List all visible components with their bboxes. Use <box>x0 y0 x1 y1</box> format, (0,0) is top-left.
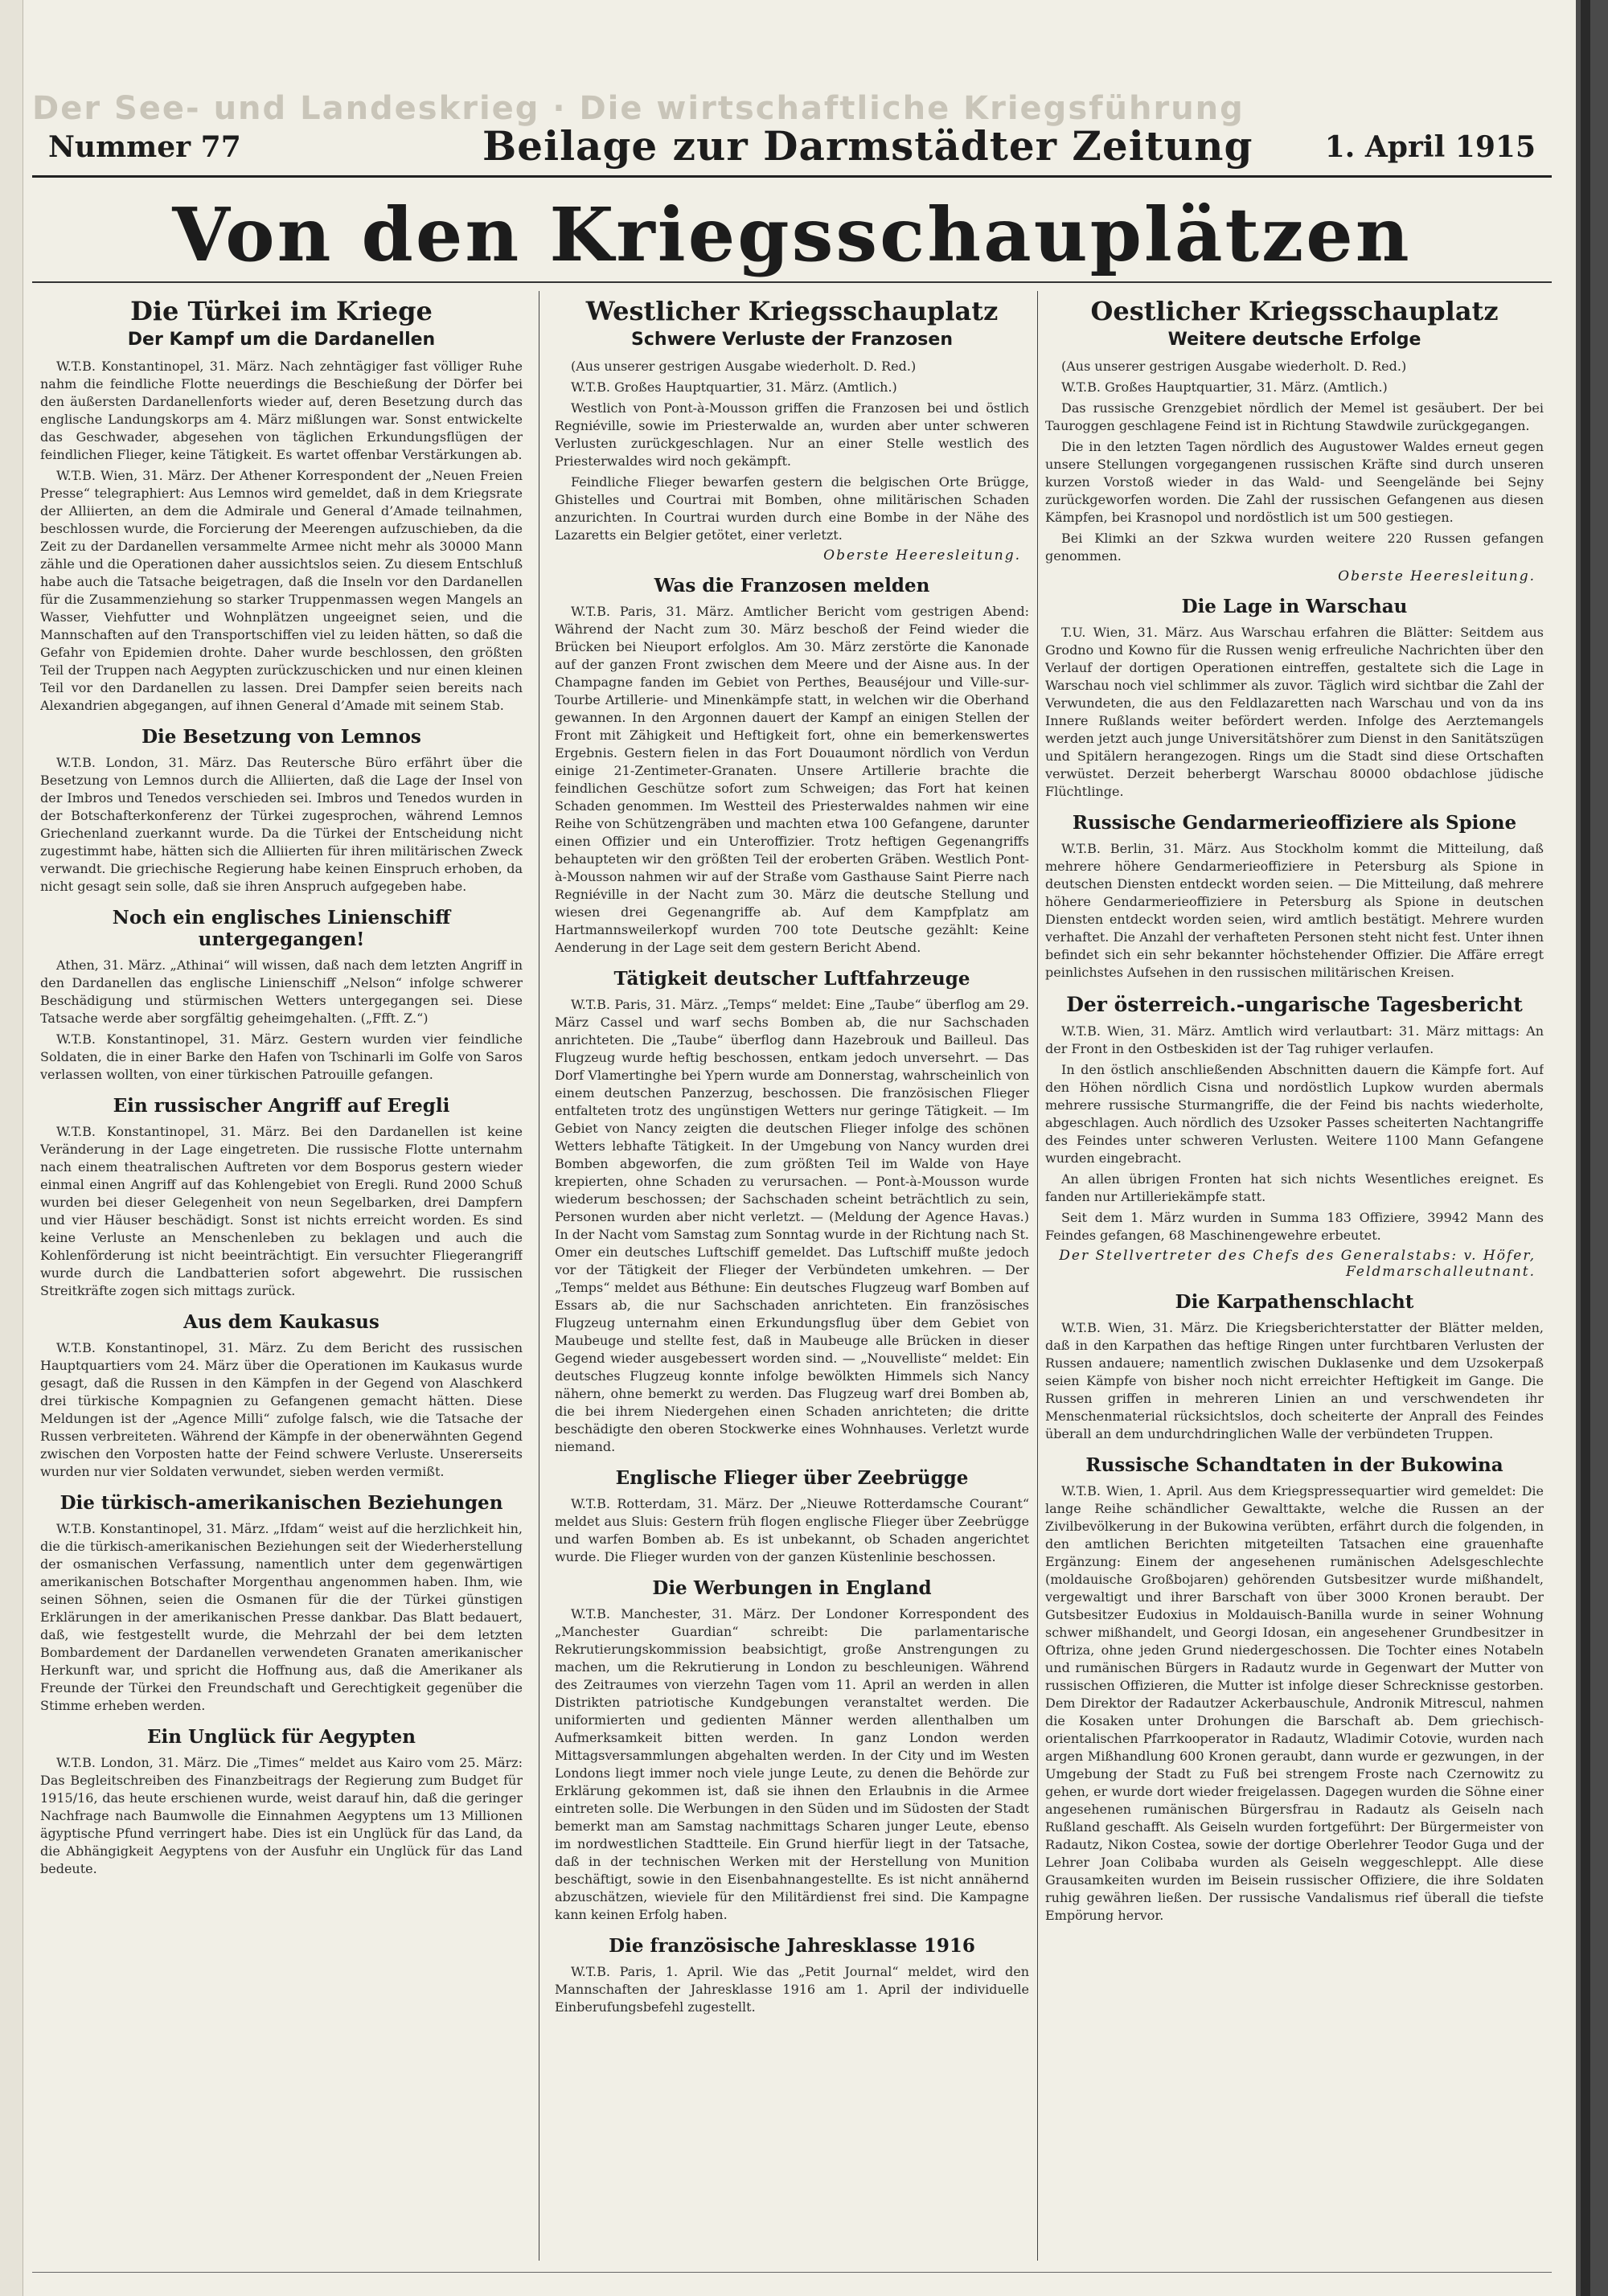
section-heading: Was die Franzosen melden <box>654 575 930 597</box>
section-heading: Ein russischer Angriff auf Eregli <box>113 1095 450 1117</box>
article-paragraph: Athen, 31. März. „Athinai“ will wissen, daß nach dem letzten Angriff in den Dardanellen das englische Linienschiff „Nelson“ infolge schwerer Beschädigung und stürmischen Wetters untergegangen sei. Diese Tatsache werde aber sorgfältig geheimgehalten. („Ffft. Z.“) <box>40 957 523 1026</box>
column-heading: Die Türkei im Kriege <box>130 296 433 326</box>
article-paragraph: W.T.B. Paris, 1. April. Wie das „Petit Journal“ meldet, wird den Mannschaften der Jahresklasse 1916 am 1. April der individuelle Einberufungsbefehl zugestellt. <box>555 1964 1029 2015</box>
intro-paragraph: (Aus unserer gestrigen Ausgabe wiederholt. D. Red.) <box>571 359 917 374</box>
intro-paragraph: W.T.B. Konstantinopel, 31. März. Nach zehntägiger fast völliger Ruhe nahm die feindliche Flotte neuerdings die Beschießung der Dörfer bei den äußersten Dardanellenforts wieder auf, deren Besetzung durch das englische Landungskorps am 4. März mißlungen war. Sonst entwickelte das Geschwader, abgesehen von täglichen Erkundungsflügen der feindlichen Flieger, keine Tätigkeit. Es wartet offenbar Verstärkungen ab. <box>40 359 523 462</box>
section-heading: Aus dem Kaukasus <box>183 1311 379 1333</box>
section-heading: Die Lage in Warschau <box>1181 596 1408 617</box>
section-heading: Englische Flieger über Zeebrügge <box>615 1467 969 1489</box>
article-paragraph: W.T.B. Konstantinopel, 31. März. Bei den Dardanellen ist keine Veränderung in der Lage eingetreten. Die russische Flotte unternahm nach einem theatralischen Auftreten vor dem Bosporus gestern wieder einmal einen Angriff auf das Kohlengebiet von Eregli. Rund 2000 Schuß wurden bei dieser Gelegenheit von neun Segelbarken, drei Dampfern und vier Häuser beschädigt. Sonst ist nichts erreicht worden. Es sind keine Verluste an Menschenleben zu beklagen und auch die Kohlenförderung ist nicht beeinträchtigt. Ein versuchter Fliegerangriff wurde durch die Landbatterien sofort abgewehrt. Die russischen Streitkräfte zogen sich mittags zurück. <box>40 1124 523 1298</box>
section-heading: Die Karpathenschlacht <box>1175 1291 1414 1313</box>
column-turkey <box>40 291 523 2269</box>
section-heading: Ein Unglück für Aegypten <box>147 1726 416 1748</box>
issue-number: Nummer 77 <box>48 130 241 164</box>
intro-paragraph: (Aus unserer gestrigen Ausgabe wiederholt. D. Red.) <box>1061 359 1407 374</box>
signature: Oberste Heeresleitung. <box>1338 568 1536 584</box>
section-heading: Tätigkeit deutscher Luftfahrzeuge <box>613 968 970 990</box>
section-heading: Noch ein englisches Linienschiff untergegangen! <box>112 907 451 950</box>
article-paragraph: Seit dem 1. März wurden in Summa 183 Offiziere, 39942 Mann des Feindes gefangen, 68 Maschinengewehre erbeutet. <box>1045 1210 1544 1243</box>
footer-rule <box>32 2272 1552 2273</box>
section-heading: Die Besetzung von Lemnos <box>142 726 421 748</box>
intro-paragraph: Die in den letzten Tagen nördlich des Augustower Waldes erneut gegen unsere Stellungen vorgegangenen russischen Kräfte sind durch unseren kurzen Vorstoß wieder in das Wald- und Seengelände bei Sejny zurückgeworfen worden. Die Zahl der russischen Gefangenen aus diesen Kämpfen, bei Krasnopol und nordöstlich ist um 500 gestiegen. <box>1045 439 1544 525</box>
column-sections <box>555 575 1029 2016</box>
article-paragraph: W.T.B. Wien, 31. März. Amtlich wird verlautbart: 31. März mittags: An der Front in den Ostbeskiden ist der Tag ruhiger verlaufen. <box>1045 1023 1544 1056</box>
section-heading: Die französische Jahresklasse 1916 <box>609 1935 975 1957</box>
column-divider <box>1037 291 1038 2261</box>
article-paragraph: W.T.B. Manchester, 31. März. Der Londoner Korrespondent des „Manchester Guardian“ schreibt: Die parlamentarische Rekrutierungskommission beabsichtigt, große Anstrengungen zu machen, um die Rekrutierung in London zu beschleunigen. Während des Zeitraumes von vierzehn Tagen vom 11. April an werden in allen Distrikten patriotische Kundgebungen veranstaltet werden. Die uniformierten und gedienten Männer werden allenthalben um Aufmerksamkeit bitten werden. In ganz London werden Mittagsversammlungen abgehalten werden. In der City und im Westen Londons liegt immer noch viele junge Leute, zu denen die Behörde zur Erklärung gekommen ist, daß sie ihnen den Erlaubnis in die Armee eintreten solle. Die Werbungen in den Süden und im Südosten der Stadt bemerkt man am Samstag nachmittags Scharen junger Leute, ebenso im nordwestlichen Stadtteile. Ein Grund hierfür liegt in der Tatsache, daß in der technischen Werken mit der Herstellung von Munition beschäftigt, sowie in den Eisenbahnangestellte. Es ist nicht annähernd abzuschätzen, wieviele für den Militärdienst frei sind. Die Kampagne kann keinen Erfolg haben. <box>555 1606 1029 1922</box>
section-heading: Russische Schandtaten in der Bukowina <box>1085 1454 1503 1476</box>
signature: Der Stellvertreter des Chefs des Generalstabs: v. Höfer, Feldmarschalleutnant. <box>1059 1248 1536 1280</box>
intro-paragraph: Bei Klimki an der Szkwa wurden weitere 220 Russen gefangen genommen. <box>1045 531 1544 564</box>
intro-paragraph: Feindliche Flieger bewarfen gestern die belgischen Orte Brügge, Ghistelles und Courtrai mit Bomben, ohne militärischen Schaden anzurichten. In Courtrai wurden durch eine Bombe in der Nähe des Lazaretts ein Belgier getötet, einer verletzt. <box>555 474 1029 543</box>
issue-date: 1. April 1915 <box>1324 130 1536 164</box>
section-heading: Die Werbungen in England <box>652 1577 932 1599</box>
column-heading: Oestlicher Kriegsschauplatz <box>1090 296 1499 326</box>
column-eastern-front <box>1045 291 1544 2269</box>
column-intro <box>1045 358 1544 565</box>
section-heading: Der österreich.-ungarische Tagesbericht <box>1066 993 1523 1016</box>
article-paragraph: In den östlich anschließenden Abschnitten dauern die Kämpfe fort. Auf den Höhen nördlich Cisna und nordöstlich Lupkow wurden abermals mehrere russische Sturmangriffe, die der Feind bis nachts wiederholte, abgeschlagen. Auch nördlich des Uzsoker Passes scheiterten Nachtangriffe des Feindes unter schweren Verlusten. Weitere 1100 Mann Gefangene wurden eingebracht. <box>1045 1062 1544 1166</box>
column-subheading: Schwere Verluste der Franzosen <box>631 330 953 350</box>
article-paragraph: W.T.B. London, 31. März. Die „Times“ meldet aus Kairo vom 25. März: Das Begleitschreiben des Finanzbeitrags der Regierung zum Budget für 1915/16, das heute erschienen wurde, weist darauf hin, daß die geringer Nachfrage nach Baumwolle die Einnahmen Aegyptens um 13 Millionen ägyptische Pfund verringert habe. Dies ist ein Unglück für das Land, da die Abhängigkeit Aegyptens von der Ausfuhr ein Unglück für das Land bedeute. <box>40 1755 523 1876</box>
intro-paragraph: Westlich von Pont-à-Mousson griffen die Franzosen bei und östlich Regniéville, sowie im Priesterwalde an, wurden aber unter schweren Verlusten zurückgeschlagen. Nur an einer Stelle westlich des Priesterwaldes wird noch gekämpft. <box>555 400 1029 469</box>
section-heading: Die türkisch-amerikanischen Beziehungen <box>59 1492 503 1514</box>
article-paragraph: W.T.B. Konstantinopel, 31. März. „Ifdam“ weist auf die herzlichkeit hin, die die türkisch-amerikanischen Beziehungen seit der Wiederherstellung der osmanischen Verfassung, namentlich unter dem gegenwärtigen amerikanischen Botschafter Morgenthau angenommen haben. Ihm, wie seinen Söhnen, seien die Osmanen für die der Türkei günstigen Erklärungen in der amerikanischen Presse dankbar. Das Blatt bedauert, daß, wie festgestellt wurde, die Mehrzahl der bei dem letzten Bombardement der Dardanellen verwendeten Granaten amerikanischer Herkunft war, und spricht die Hoffnung aus, daß die Amerikaner als Freunde der Türkei den Freundschaft und Gerechtigkeit gegenüber die Stimme erheben werden. <box>40 1521 523 1713</box>
section-heading: Russische Gendarmerieoffiziere als Spione <box>1072 812 1517 834</box>
column-heading: Westlicher Kriegsschauplatz <box>585 296 999 326</box>
article-paragraph: W.T.B. Konstantinopel, 31. März. Zu dem Bericht des russischen Hauptquartiers vom 24. März über die Operationen im Kaukasus wurde gesagt, daß die Russen in den Kämpfen in der Gegend von Alaschkerd drei türkische Kompagnien zu Gefangenen gemacht hätten. Diese Meldungen ist der „Agence Milli“ zufolge falsch, wie die Tatsache der Russen verbreiteten. Während der Kämpfe in der obenerwähnten Gegend zwischen den Vorposten hatte der Feind schwere Verluste. Unsererseits wurden nur vier Soldaten verwundet, sieben werden vermißt. <box>40 1340 523 1479</box>
article-paragraph: W.T.B. Konstantinopel, 31. März. Gestern wurden vier feindliche Soldaten, die in einer Barke den Hafen von Tschinarli im Golfe von Saros verlassen wollten, von einer türkischen Patrouille gefangen. <box>40 1031 523 1082</box>
adjacent-page-bleed <box>0 0 23 2296</box>
article-paragraph: An allen übrigen Fronten hat sich nichts Wesentliches ereignet. Es fanden nur Artilleriekämpfe statt. <box>1045 1171 1544 1204</box>
column-western-front <box>555 291 1029 2269</box>
masthead-rule <box>32 175 1552 178</box>
intro-paragraph: W.T.B. Großes Hauptquartier, 31. März. (Amtlich.) <box>1061 379 1388 395</box>
intro-paragraph: W.T.B. Großes Hauptquartier, 31. März. (Amtlich.) <box>571 379 897 395</box>
show-through-header: Der See- und Landeskrieg · Die wirtschaftliche Kriegsführung <box>32 90 1245 127</box>
signature: Oberste Heeresleitung. <box>823 547 1021 564</box>
binding-edge <box>1576 0 1608 2296</box>
page-title: Von den Kriegsschauplätzen <box>172 191 1412 278</box>
column-subheading: Weitere deutsche Erfolge <box>1167 330 1421 350</box>
column-sections <box>1045 596 1544 1925</box>
supplement-title: Beilage zur Darmstädter Zeitung <box>482 122 1253 170</box>
masthead <box>32 121 1552 169</box>
column-intro <box>40 358 523 715</box>
article-paragraph: W.T.B. Paris, 31. März. „Temps“ meldet: Eine „Taube“ überflog am 29. März Cassel und warf sechs Bomben ab, die nur Sachschaden anrichteten. Die „Taube“ überflog dann Hazebrouk und Bailleul. Das Flugzeug wurde heftig beschossen, entkam jedoch unversehrt. — Das Dorf Vlamertinghe bei Ypern wurde am Donnerstag, wahrscheinlich von einem deutschen Panzerzug, beschossen. Die französischen Flieger entfalteten trotz des ungünstigen Wetters nur geringe Tätigkeit. — Im Gebiet von Nancy zeigten die deutschen Flieger infolge des schönen Wetters lebhafte Tätigkeit. In der Umgebung von Nancy wurden drei Bomben abgeworfen, die zum größten Teil im Walde von Haye krepierten, ohne Schaden zu verursachen. — Pont-à-Mousson wurde wiederum beschossen; der Sachschaden scheint beträchtlich zu sein, Personen wurden aber nicht verletzt. — (Meldung der Agence Havas.) In der Nacht vom Samstag zum Sonntag wurde in der Richtung nach St. Omer ein deutsches Luftschiff gemeldet. Das Luftschiff mußte jedoch vor der Tätigkeit der Flieger der Verbündeten umkehren. — Der „Temps“ meldet aus Béthune: Ein deutsches Flugzeug warf Bomben auf Essars ab, die nur Sachschaden anrichteten. Ein französisches Flugzeug unternahm einen Erkundungsflug über dem Gebiet von Maubeuge und stellte fest, daß in Maubeuge alle Brücken in dieser Gegend wieder ausgebessert worden sind. — „Nouvelliste“ meldet: Ein deutsches Flugzeug konnte infolge bewölkten Himmels sich Nancy nähern, ohne bemerkt zu werden. Das Flugzeug warf drei Bomben ab, die bei ihrem Niedergehen einen Schaden anrichteten; die dritte beschädigte den oberen Stockwerke eines Wohnhauses. Verletzt wurde niemand. <box>555 997 1029 1454</box>
title-rule <box>32 281 1552 283</box>
binding-strip <box>1581 0 1590 2296</box>
intro-paragraph: Das russische Grenzgebiet nördlich der Memel ist gesäubert. Der bei Tauroggen geschlagene Feind ist in Richtung Stawdwile zurückgegangen. <box>1045 400 1544 433</box>
column-subheading: Der Kampf um die Dardanellen <box>127 330 436 350</box>
article-paragraph: W.T.B. London, 31. März. Das Reutersche Büro erfährt über die Besetzung von Lemnos durch die Alliierten, daß die Lage der Insel von der Imbros und Tenedos verschieden sei. Imbros und Tenedos wurden in der Botschafterkonferenz der Türkei zugesprochen, während Lemnos Griechenland zuerkannt wurde. Da die Türkei der Entscheidung nicht zugestimmt habe, hätten sich die Alliierten für ihren militärischen Zweck verwandt. Die griechische Regierung habe keinen Einspruch erhoben, da nicht gesagt sein solle, daß sie ihren Anspruch aufgegeben habe. <box>40 755 523 894</box>
article-paragraph: W.T.B. Wien, 1. April. Aus dem Kriegspressequartier wird gemeldet: Die lange Reihe schändlicher Gewalttakte, welche die Russen an der Zivilbevölkerung in der Bukowina verübten, erfährt durch die folgenden, in den amtlichen Berichten mitgeteilten Tatsachen eine grauenhafte Ergänzung: Einem der angesehenen rumänischen Adelsgeschlechte (moldauische Großbojaren) gehörenden Gutsbesitzer wurde mißhandelt, vergewaltigt und ihrer Barschaft von über 3000 Kronen beraubt. Der Gutsbesitzer Eudoxius in Moldauisch-Banilla wurde in seiner Wohnung schwer mißhandelt, und Georgi Idosan, ein angesehener Grundbesitzer in Oftriza, ohne jeden Grund niedergeschossen. Die Tochter eines Notabeln und rumänischen Bürgers in Radautz wurde in Gegenwart der Mutter von russischen Offizieren, die Mutter ist infolge dieser Schrecknisse gestorben. Dem Direktor der Radautzer Ackerbauschule, Andronik Mitrescul, nahmen die Kosaken unter Drohungen die Barschaft ab. Dem griechisch-orientalischen Pfarrkooperator in Radautz, Wladimir Cotovie, wurden nach argen Mißhandlung 600 Kronen geraubt, dann wurde er gezwungen, in der Umgebung der Stadt zu Fuß bei strengem Froste nach Czernowitz zu gehen, er wurde dort wieder freigelassen. Dagegen wurden die Söhne einer angesehenen rumänischen Bürgersfrau in Radautz als Geiseln nach Rußland geschafft. Als Geiseln wurden fortgeführt: Der Bürgermeister von Radautz, Nikon Costea, sowie der dortige Oberlehrer Teodor Guga und der Lehrer Joan Colibaba wurden als Geiseln weggeschleppt. Alle diese Grausamkeiten wurden im Beisein russischer Offiziere, die ihre Soldaten ruhig gewähren ließen. Der russische Vandalismus rief überall die tiefste Empörung hervor. <box>1045 1483 1544 1923</box>
column-intro <box>555 358 1029 544</box>
column-sections <box>40 726 523 1878</box>
article-paragraph: W.T.B. Rotterdam, 31. März. Der „Nieuwe Rotterdamsche Courant“ meldet aus Sluis: Gestern früh flogen englische Flieger über Zeebrügge und warfen Bomben ab. Es ist unbekannt, ob Schaden angerichtet wurde. Die Flieger wurden von der ganzen Küstenlinie beschossen. <box>555 1496 1029 1564</box>
intro-paragraph: W.T.B. Wien, 31. März. Der Athener Korrespondent der „Neuen Freien Presse“ telegraphiert: Aus Lemnos wird gemeldet, daß in dem Kriegsrate der Alliierten, an dem die Admirale und General d’Amade teilnahmen, beschlossen wurde, die Forcierung der Meerengen aufzuschieben, da die Zeit zu der Dardanellen versammelte Armee nicht mehr als 30000 Mann zähle und die Operationen daher aussichtslos seien. Zu diesem Entschluß habe auch die Tatsache beigetragen, daß die Inseln vor den Dardanellen für die Zusammenziehung so starker Truppenmassen wegen Mangels an Wasser, Viehfutter und Wohnplätzen ungeeignet seien, und die Mannschaften auf den Transportschiffen viel zu leiden hätten, so daß die Gefahr von Epidemien drohte. Daher wurde beschlossen, den größten Teil der Truppen nach Aegypten zurückzuschicken und nur einen kleinen Teil vor den Dardanellen zu lassen. Drei Dampfer seien bereits nach Alexandrien abgegangen, auf ihnen General d’Amade mit seinem Stab. <box>40 468 523 713</box>
article-paragraph: W.T.B. Wien, 31. März. Die Kriegsberichterstatter der Blätter melden, daß in den Karpathen das heftige Ringen unter furchtbaren Verlusten der Russen andauere; namentlich zwischen Duklasenke und dem Uzsokerpaß seien Kämpfe von bisher noch nicht erreichter Heftigkeit im Gange. Die Russen griffen in mehreren Linien an und verschwendeten ihr Menschenmaterial rücksichtslos, doch scheiterte der Anprall des Feindes überall an dem undurchdringlichen Walle der verbündeten Truppen. <box>1045 1320 1544 1441</box>
article-paragraph: T.U. Wien, 31. März. Aus Warschau erfahren die Blätter: Seitdem aus Grodno und Kowno für die Russen wenig erfreuliche Nachrichten über den Verlauf der dortigen Operationen eintreffen, gestaltete sich die Lage in Warschau noch viel schlimmer als zuvor. Täglich wird sichtbar die Zahl der Verwundeten, die aus den Feldlazaretten nach Warschau und von da ins Innere Rußlands weiter befördert werden. Infolge des Aerztemangels werden jetzt auch junge Universitätshörer zum Dienst in den Sanitätszügen und Spitälern herangezogen. Rings um die Stadt sind diese Ortschaften verwüstet. Derzeit beherbergt Warschau 80000 obdachlose jüdische Flüchtlinge. <box>1045 625 1544 799</box>
article-paragraph: W.T.B. Paris, 31. März. Amtlicher Bericht vom gestrigen Abend: Während der Nacht zum 30. März beschoß der Feind wieder die Brücken bei Nieuport erfolglos. Am 30. März zerstörte die Kanonade auf der ganzen Front zwischen dem Meere und der Aisne aus. In der Champagne fanden im Gebiet von Perthes, Beauséjour und Ville-sur-Tourbe Artillerie- und Minenkämpfe statt, in welchen wir die Oberhand gewannen. In den Argonnen dauert der Kampf an einigen Stellen der Front mit Zähigkeit und Heftigkeit fort, ohne ein bemerkenswertes Ergebnis. Gestern fielen in das Fort Douaumont nördlich von Verdun einige 21-Zentimeter-Granaten. Unsere Artillerie brachte die feindlichen Geschütze sofort zum Schweigen; das Fort hat keinen Schaden genommen. Im Westteil des Priesterwaldes nahmen wir eine Reihe von Schützengräben und machten etwa 100 Gefangene, darunter einen Offizier und ein Unteroffizier. Trotz heftigen Gegenangriffs behaupteten wir den größten Teil der eroberten Gräben. Westlich Pont-à-Mousson nahmen wir auf der Straße vom Gasthause Saint Pierre nach Regniéville in der Nacht zum 30. März die deutsche Stellung und wiesen drei Gegenangriffe ab. Auf dem Kampfplatz am Hartmannsweilerkopf wurden 700 tote Deutsche gezählt: Keine Aenderung in der Lage seit dem gestern Bericht Abend. <box>555 604 1029 955</box>
article-paragraph: W.T.B. Berlin, 31. März. Aus Stockholm kommt die Mitteilung, daß mehrere höhere Gendarmerieoffiziere in Petersburg als Spione in deutschen Diensten entdeckt worden seien. — Die Mitteilung, daß mehrere höhere Gendarmerieoffiziere in Petersburg als Spione in deutschen Diensten entdeckt worden seien, wird amtlich bestätigt. Mehrere wurden verhaftet. Die Anzahl der verhafteten Personen steht nicht fest. Unter ihnen befindet sich ein sehr bekannter höchstehender Offizier. Die Affäre erregt peinlichstes Aufsehen in den russischen militärischen Kreisen. <box>1045 841 1544 980</box>
